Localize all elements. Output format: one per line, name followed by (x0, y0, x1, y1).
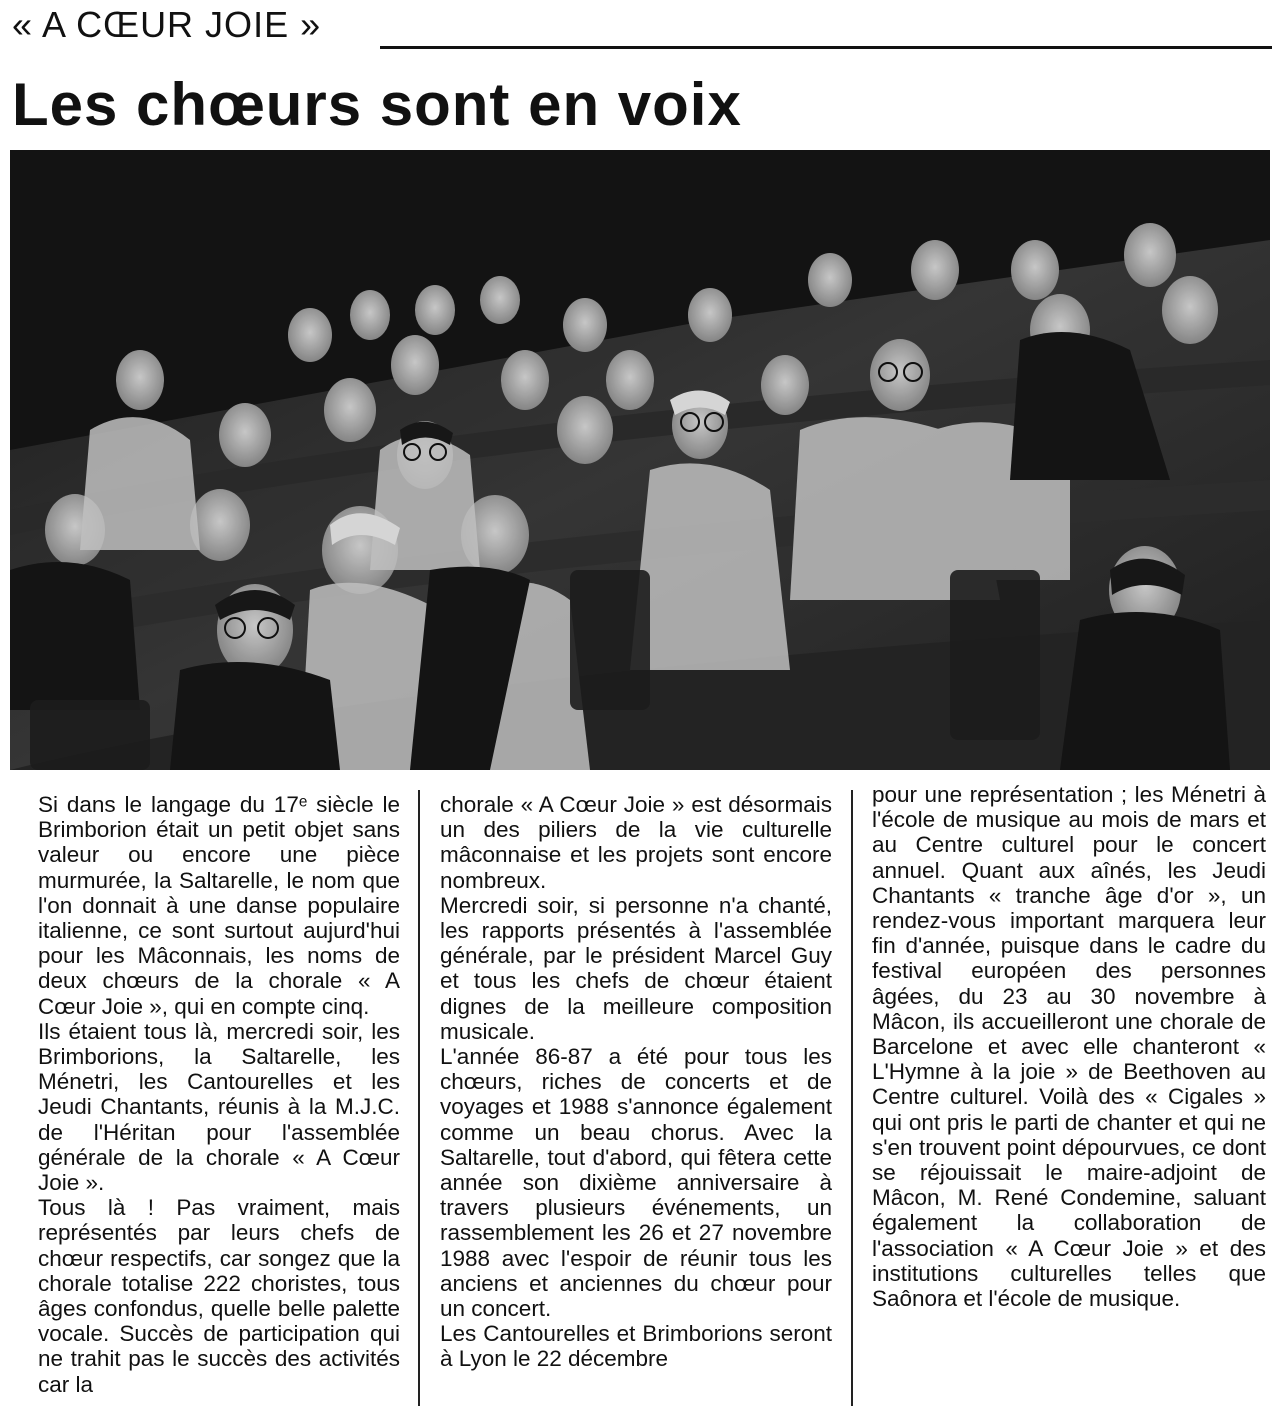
article-body (0, 782, 1280, 1412)
paragraph: pour une représentation ; les Ménetri à l'école de musique au mois de mars et au Centre culturel pour le concert annuel. Quant aux aînés, les Jeudi Chantants « tranche âge d'or », un rendez-vous important marquera leur fin d'année, puisque dans le cadre du festival européen des personnes âgées, du 23 au 30 novembre à Mâcon, ils accueilleront une chorale de Barcelone et avec elle chanteront « L'Hymne à la joie » de Beethoven au Centre culturel. Voilà des « Cigales » qui ont pris le parti de chanter et qui ne s'en trouvent point dépourvues, ce dont se réjouissait le maire-adjoint de Mâcon, M. René Condemine, saluant également la collaboration de l'association « A Cœur Joie » et des institutions culturelles telles que Saônora et l'école de musique. (872, 782, 1266, 1312)
paragraph: chorale « A Cœur Joie » est désormais un des piliers de la vie culturelle mâconnaise et les projets sont encore nombreux. (440, 792, 832, 893)
photo-illustration (10, 150, 1270, 770)
paragraph: Si dans le langage du 17ᵉ siècle le Brimborion était un petit objet sans valeur ou encore une pièce murmurée, la Saltarelle, le nom que l'on donnait à une danse populaire italienne, ce sont surtout aujurd'hui pour les Mâconnais, les noms de deux chœurs de la chorale « A Cœur Joie », qui en compte cinq. (38, 792, 400, 1019)
column-1 (38, 792, 400, 1397)
photo-auditorium-audience (10, 150, 1270, 770)
paragraph: Tous là ! Pas vraiment, mais représentés par leurs chefs de chœur respectifs, car songez que la chorale totalise 222 choristes, tous âges confondus, quelle belle palette vocale. Succès de participation qui ne trahit pas le succès des activités car la (38, 1195, 400, 1397)
column-divider (418, 790, 420, 1406)
section-kicker: « A CŒUR JOIE » (12, 4, 322, 45)
paragraph: Ils étaient tous là, mercredi soir, les Brimborions, la Saltarelle, les Ménetri, les Cantourelles et les Jeudi Chantants, réunis à la M.J.C. de l'Héritan pour l'assemblée générale de la chorale « A Cœur Joie ». (38, 1018, 400, 1196)
paragraph: Mercredi soir, si personne n'a chanté, les rapports présentés à l'assemblée générale, par le président Marcel Guy et tous les chefs de chœur étaient dignes de la meilleure composition musicale. (440, 892, 832, 1044)
headline: Les chœurs sont en voix (12, 71, 742, 138)
column-divider (851, 790, 853, 1406)
paragraph: Les Cantourelles et Brimborions seront à Lyon le 22 décembre (440, 1321, 832, 1372)
paragraph: L'année 86-87 a été pour tous les chœurs, riches de concerts et de voyages et 1988 s'annonce également comme un beau chorus. Avec la Saltarelle, tout d'abord, qui fêtera cette année son dixième anniversaire à travers plusieurs événements, un rassemblement les 26 et 27 novembre 1988 avec l'espoir de réunir tous les anciens et anciennes du chœur pour un concert. (440, 1044, 832, 1322)
column-2 (440, 792, 832, 1372)
column-3 (872, 782, 1266, 1311)
kicker-rule (380, 46, 1272, 49)
